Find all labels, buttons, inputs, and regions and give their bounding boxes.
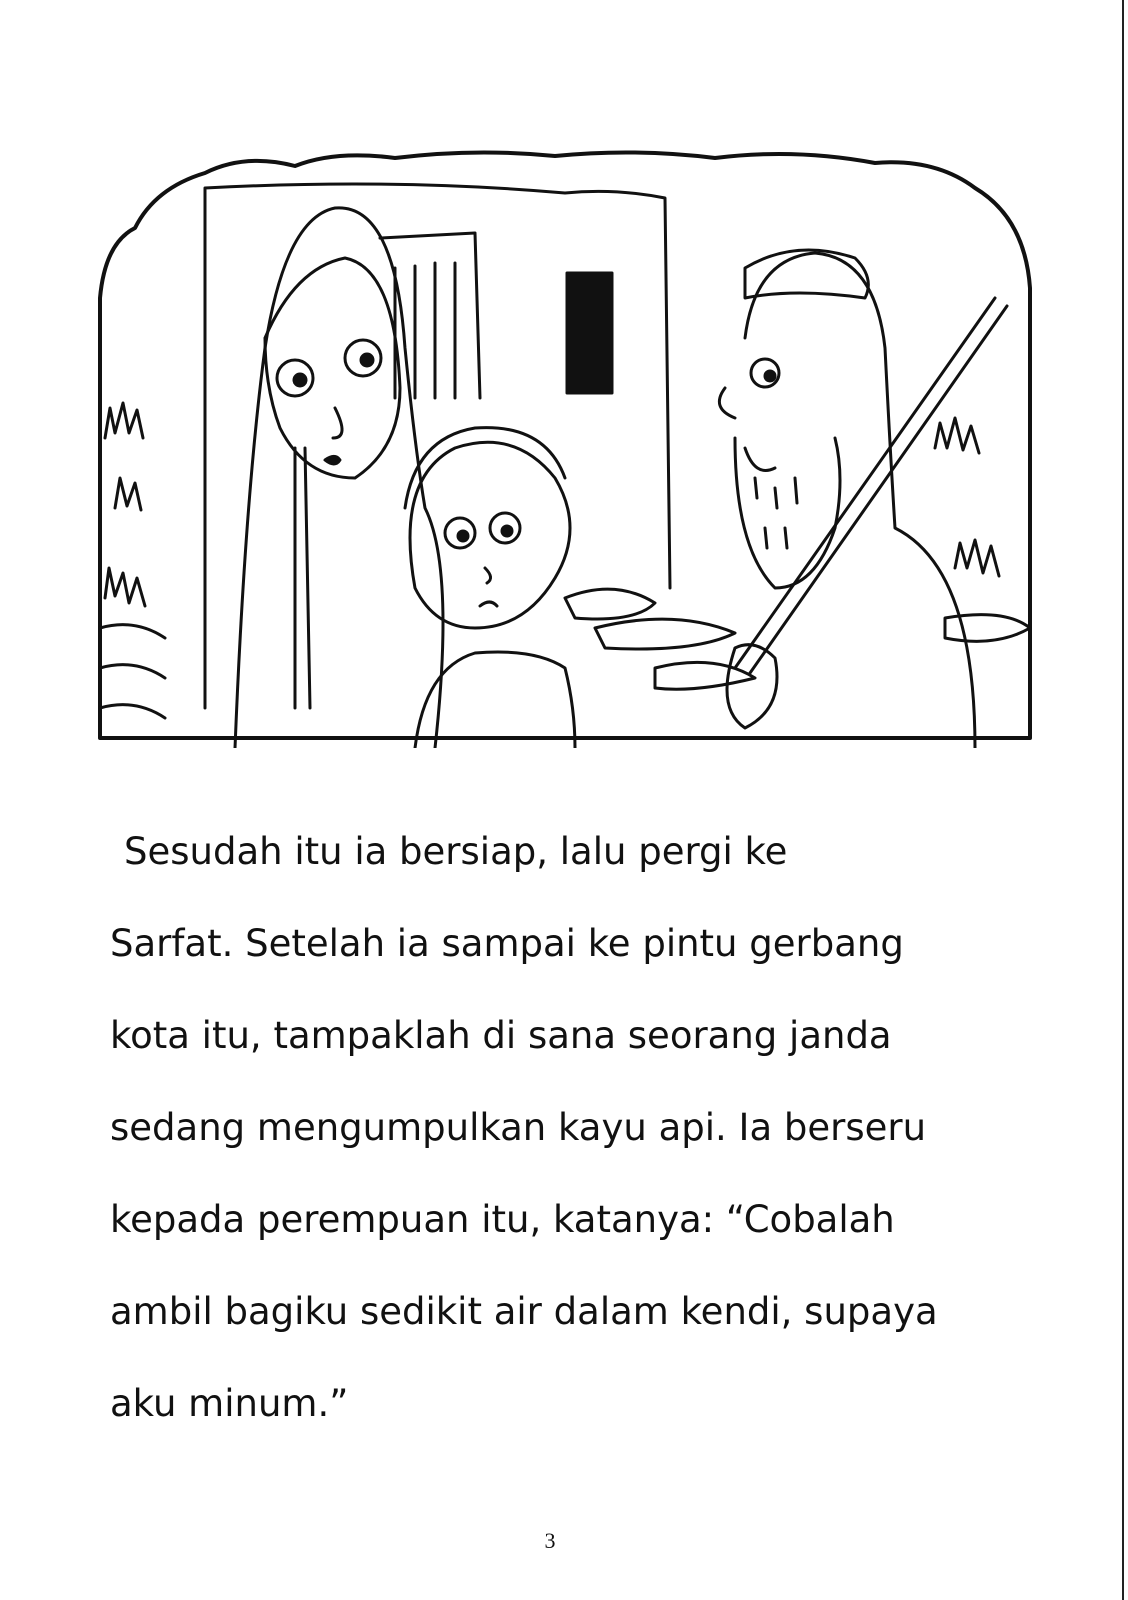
story-line: kepada perempuan itu, katanya: “Cobalah [110, 1198, 895, 1241]
page-edge-line [1122, 0, 1124, 1600]
coloring-illustration [95, 148, 1045, 748]
story-line: Sarfat. Setelah ia sampai ke pintu gerbang [110, 922, 904, 965]
story-line: kota itu, tampaklah di sana seorang janda [110, 1014, 892, 1057]
story-line: Sesudah itu ia bersiap, lalu pergi ke [124, 830, 788, 873]
story-line: aku minum.” [110, 1382, 349, 1425]
story-line: ambil bagiku sedikit air dalam kendi, supaya [110, 1290, 938, 1333]
story-text [110, 822, 1030, 1466]
page-number: 3 [544, 1528, 556, 1553]
story-line: sedang mengumpulkan kayu api. Ia berseru [110, 1106, 927, 1149]
